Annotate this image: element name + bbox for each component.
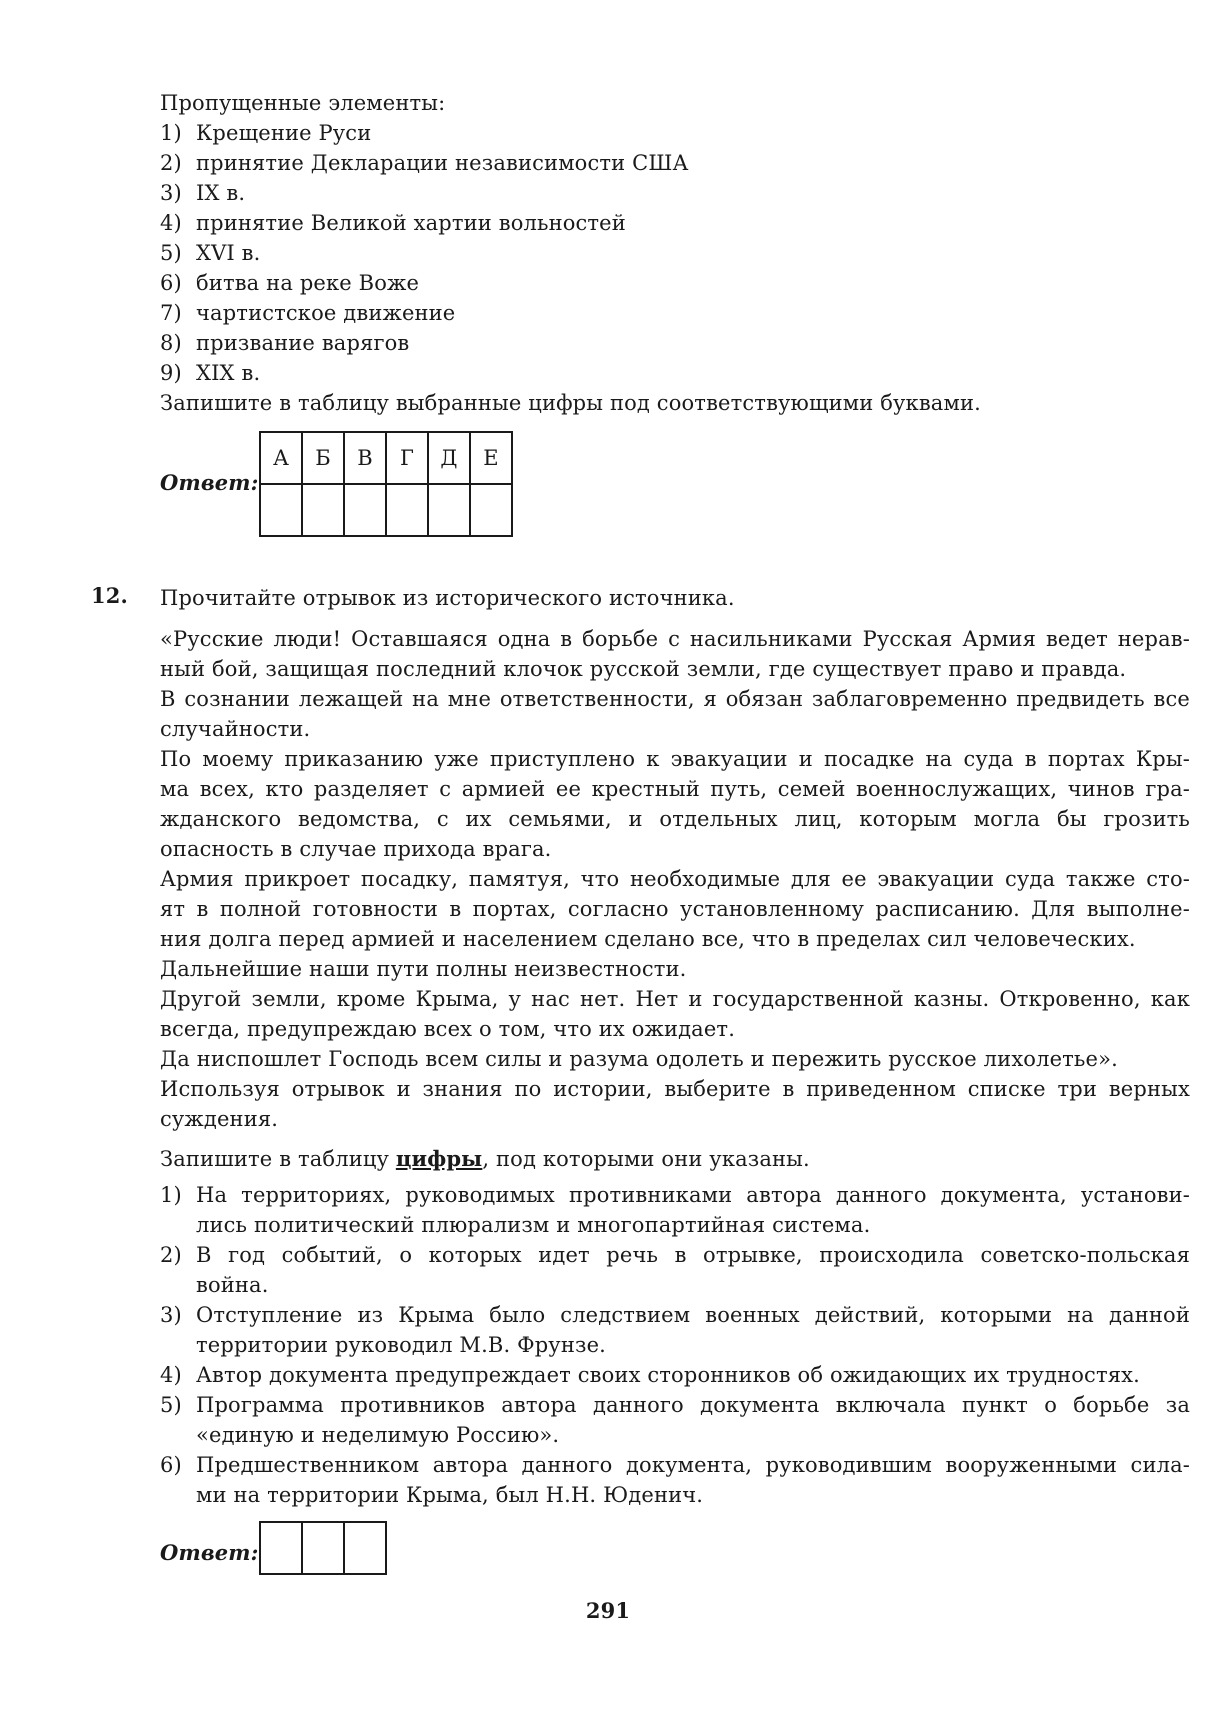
list-item: 2) принятие Декларации независимости США [160,151,689,175]
quote-line: По моему приказанию уже приступлено к эвакуации и посадке на суда в портах Кры- [160,747,1190,771]
answer-letter-d: Д [428,432,470,484]
option-2: 2) В год событий, о которых идет речь в отрывке, происходила советско-польская война. [160,1243,1190,1297]
quote-line: случайности. [160,717,311,741]
source-quote [160,624,1190,1134]
answer-cell[interactable] [260,484,302,536]
answer-cell[interactable] [344,1522,386,1574]
answer-letter-b: Б [302,432,344,484]
page-number: 291 [585,1598,631,1623]
task12-intro-text: Прочитайте отрывок из исторического источника. [160,586,735,610]
answer-letter-e: Е [470,432,512,484]
option-3: 3) Отступление из Крыма было следствием военных действий, которыми на данной территории руководил М.В. Фрунзе. [160,1303,1190,1357]
option-4: 4) Автор документа предупреждает своих сторонников об ожидающих их трудностях. [160,1363,1140,1387]
answer-cell[interactable] [302,484,344,536]
list-item: 1) Крещение Руси [160,121,372,145]
quote-line: ния долга перед армией и населением сделано все, что в пределах сил человеческих. [160,927,1136,951]
quote-line: суждения. [160,1107,279,1131]
answer-cell[interactable] [428,484,470,536]
task12-answer-table [259,1521,387,1575]
quote-line: Используя отрывок и знания по истории, выберите в приведенном списке три верных [160,1077,1190,1101]
quote-line: ят в полной готовности в портах, согласно установленному расписанию. Для выполне- [160,897,1190,921]
quote-line: В сознании лежащей на мне ответственности, я обязан заблаговременно предвидеть все [160,687,1190,711]
option-6: 6) Предшественником автора данного документа, руководившим вооруженными сила- ми на территории Крыма, был Н.Н. Юденич. [160,1453,1190,1507]
quote-line: ма всех, кто разделяет с армией ее крестный путь, семей военнослужащих, чинов гра- [160,777,1190,801]
answer-cell[interactable] [260,1522,302,1574]
missing-elements-heading: Пропущенные элементы: [160,91,446,115]
quote-line: Армия прикроет посадку, памятуя, что необходимые для ее эвакуации суда также сто- [160,867,1190,891]
task12-number: 12. [91,583,128,608]
list-item: 9) XIX в. [160,361,261,385]
answer-cell[interactable] [386,484,428,536]
answer-cell[interactable] [302,1522,344,1574]
task11-instruction: Запишите в таблицу выбранные цифры под соответствующими буквами. [160,391,981,415]
quote-line: всегда, предупреждаю всех о том, что их ожидает. [160,1017,736,1041]
answer-letter-g: Г [386,432,428,484]
answer-table-input-row [260,484,512,536]
quote-line: Да ниспошлет Господь всем силы и разума одолеть и пережить русское лихолетье». [160,1047,1118,1071]
write-bold-word: цифры [395,1146,483,1171]
answer-cell[interactable] [344,484,386,536]
quote-line: жданского ведомства, с их семьями, и отдельных лиц, которым могла бы грозить [160,807,1190,831]
list-item: 6) битва на реке Воже [160,271,420,295]
quote-line: Дальнейшие наши пути полны неизвестности. [160,957,687,981]
answer-letter-v: В [344,432,386,484]
list-item: 5) XVI в. [160,241,261,265]
answer-table-header-row [260,432,512,484]
write-prefix: Запишите в таблицу [160,1147,396,1171]
quote-line: «Русские люди! Оставшаяся одна в борьбе с насильниками Русская Армия ведет нерав- [160,627,1190,651]
quote-line: опасность в случае прихода врага. [160,837,552,861]
task11-answer-table [259,431,513,537]
write-suffix: , под которыми они указаны. [482,1147,810,1171]
list-item: 3) IX в. [160,181,246,205]
task12-options [160,1180,1190,1510]
list-item: 7) чартистское движение [160,301,456,325]
answer-letter-a: А [260,432,302,484]
quote-line: Другой земли, кроме Крыма, у нас нет. Нет и государственной казны. Откровенно, как [160,987,1190,1011]
answer-cell[interactable] [470,484,512,536]
missing-elements-section [160,88,1190,418]
task12-write-instruction [160,1144,1190,1174]
list-item: 4) принятие Великой хартии вольностей [160,211,626,235]
option-5: 5) Программа противников автора данного документа включала пункт о борьбе за «единую и неделимую Россию». [160,1393,1190,1447]
quote-line: ный бой, защищая последний клочок русской земли, где существует право и правда. [160,657,1127,681]
task12-answer-label: Ответ: [160,1540,259,1565]
missing-elements-list [160,118,1190,388]
option-1: 1) На территориях, руководимых противниками автора данного документа, установи- лись политический плюрализм и многопартийная система. [160,1183,1190,1237]
task11-answer-label: Ответ: [160,470,259,495]
task12-intro [160,583,1190,613]
list-item: 8) призвание варягов [160,331,410,355]
